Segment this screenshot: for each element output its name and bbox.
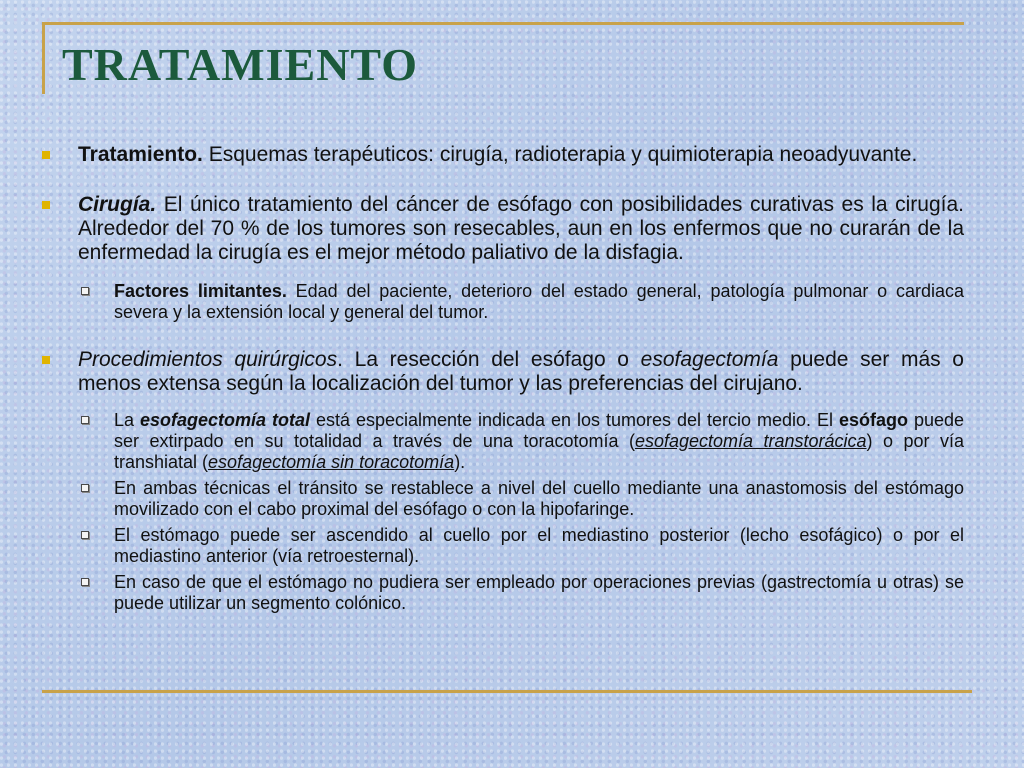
box-bullet-icon bbox=[81, 287, 89, 295]
bullet-cirugia bbox=[36, 193, 964, 265]
square-bullet-icon bbox=[42, 201, 50, 209]
box-bullet-icon bbox=[81, 484, 89, 492]
sub-term: esofagectomía transtorácica bbox=[634, 431, 867, 451]
sub-bullet-transito bbox=[36, 478, 964, 520]
sub-text: está especialmente indicada en los tumores del tercio medio. El bbox=[310, 410, 839, 430]
sub-bullet-text: Edad del paciente, deterioro del estado general, patología pulmonar o cardiaca severa y la extensión local y general del tumor. bbox=[114, 281, 964, 322]
sub-term: esofagectomía sin toracotomía bbox=[208, 452, 455, 472]
sub-bullet-lead: Factores limitantes. bbox=[114, 281, 287, 301]
sub-text: La bbox=[114, 410, 140, 430]
bullet-lead: Procedimientos quirúrgicos bbox=[78, 348, 338, 371]
box-bullet-icon bbox=[81, 531, 89, 539]
sub-text: ). bbox=[454, 452, 466, 472]
frame-left-line bbox=[42, 22, 45, 94]
sub-text: ) o por vía transhiatal ( bbox=[114, 431, 964, 472]
bullet-lead-end: . bbox=[337, 348, 343, 371]
bullet-lead: Cirugía. bbox=[78, 193, 157, 216]
sub-bullet-text: En caso de que el estómago no pudiera ser empleado por operaciones previas (gastrectomía u otras) se puede utilizar un segmento colónico. bbox=[114, 572, 964, 613]
slide-title: TRATAMIENTO bbox=[62, 39, 419, 90]
bullet-text: puede ser más o menos extensa según la localización del tumor y las preferencias del cirujano. bbox=[78, 348, 964, 395]
square-bullet-icon bbox=[42, 151, 50, 159]
bullet-text: El único tratamiento del cáncer de esófago con posibilidades curativas es la cirugía. Alrededor del 70 % de los tumores son resecables, aun en los enfermos que no curarán de la enfermedad la cirugía es el mejor método paliativo de la disfagia. bbox=[78, 193, 964, 264]
bullet-term: esofagectomía bbox=[640, 348, 779, 371]
sub-text: puede ser extirpado en su totalidad a través de una toracotomía ( bbox=[114, 410, 964, 451]
sub-term: esófago bbox=[838, 410, 908, 430]
bullet-text: La resección del esófago o bbox=[342, 348, 641, 371]
bullet-lead: Tratamiento. bbox=[78, 143, 203, 166]
sub-bullet-esofagectomia-total bbox=[36, 410, 964, 473]
sub-bullet-text: En ambas técnicas el tránsito se restablece a nivel del cuello mediante una anastomosis del estómago movilizado con el cabo proximal del esófago o con la hipofaringe. bbox=[114, 478, 964, 519]
bullet-text: Esquemas terapéuticos: cirugía, radioterapia y quimioterapia neoadyuvante. bbox=[202, 143, 918, 166]
bullet-procedimientos bbox=[36, 348, 964, 396]
bullet-tratamiento bbox=[36, 143, 964, 167]
sub-term: esofagectomía total bbox=[140, 410, 311, 430]
box-bullet-icon bbox=[81, 416, 89, 424]
sub-bullet-factores bbox=[36, 281, 964, 323]
frame-top-line bbox=[42, 22, 964, 25]
sub-bullet-text: El estómago puede ser ascendido al cuello por el mediastino posterior (lecho esofágico) o por el mediastino anterior (vía retroesternal). bbox=[114, 525, 964, 566]
frame-bottom-line bbox=[42, 690, 972, 693]
box-bullet-icon bbox=[81, 578, 89, 586]
slide-content bbox=[36, 143, 964, 614]
sub-bullet-estomago bbox=[36, 525, 964, 567]
sub-bullet-colonico bbox=[36, 572, 964, 614]
square-bullet-icon bbox=[42, 356, 50, 364]
